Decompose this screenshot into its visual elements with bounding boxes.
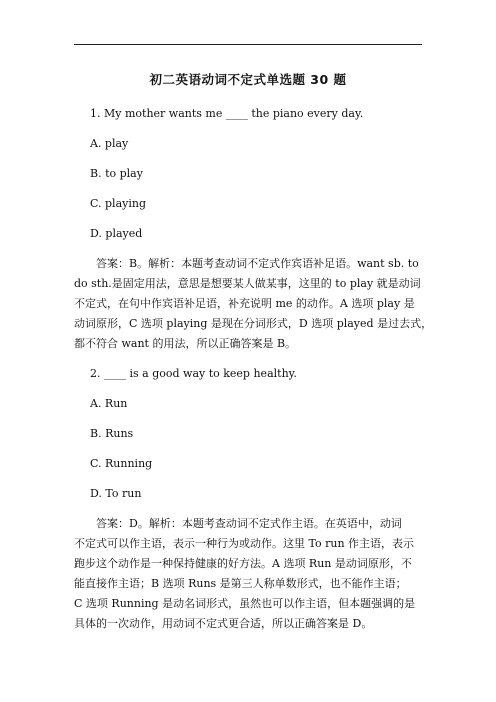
answer-analysis: [74, 514, 422, 634]
analysis-line: 跑步这个动作是一种保持健康的好方法。A 选项 Run 是动词原形，不: [74, 557, 412, 570]
analysis-line: C 选项 Running 是动名词形式，虽然也可以作主语，但本题强调的是: [74, 597, 416, 610]
analysis-line: 答案：B。解析：本题考查动词不定式作宾语补足语。want sb. to: [96, 257, 419, 270]
option-c: C. Running: [90, 457, 153, 470]
header-rule: [74, 44, 422, 45]
question-stem: 1. My mother wants me ____ the piano every day.: [90, 107, 364, 120]
analysis-line: 动词原形，C 选项 playing 是现在分词形式，D 选项 played 是过去式，: [74, 317, 433, 330]
option-a: A. play: [90, 137, 129, 150]
analysis-line: 不定式，在句中作宾语补足语，补充说明 me 的动作。A 选项 play 是: [74, 297, 415, 310]
page-title: 初二英语动词不定式单选题 30 题: [149, 72, 347, 87]
analysis-line: 都不符合 want 的用法，所以正确答案是 B。: [74, 337, 297, 350]
question-stem: 2. ____ is a good way to keep healthy.: [90, 367, 297, 380]
analysis-line: 能直接作主语；B 选项 Runs 是第三人称单数形式，也不能作主语；: [74, 577, 407, 590]
option-d: D. To run: [90, 487, 142, 500]
analysis-line: 具体的一次动作，用动词不定式更合适，所以正确答案是 D。: [74, 617, 373, 630]
option-c: C. playing: [90, 197, 146, 210]
option-b: B. Runs: [90, 427, 134, 440]
analysis-line: 答案：D。解析：本题考查动词不定式作主语。在英语中，动词: [96, 517, 402, 530]
question-1: [74, 104, 433, 354]
option-b: B. to play: [90, 167, 143, 180]
option-a: A. Run: [90, 397, 128, 410]
analysis-line: do sth.是固定用法，意思是想要某人做某事，这里的 to play 就是动词: [74, 277, 421, 290]
analysis-line: 不定式可以作主语，表示一种行为或动作。这里 To run 作主语，表示: [74, 537, 415, 550]
option-d: D. played: [90, 227, 143, 240]
question-list: [74, 104, 433, 644]
question-2: [74, 364, 422, 634]
answer-analysis: [74, 254, 433, 354]
